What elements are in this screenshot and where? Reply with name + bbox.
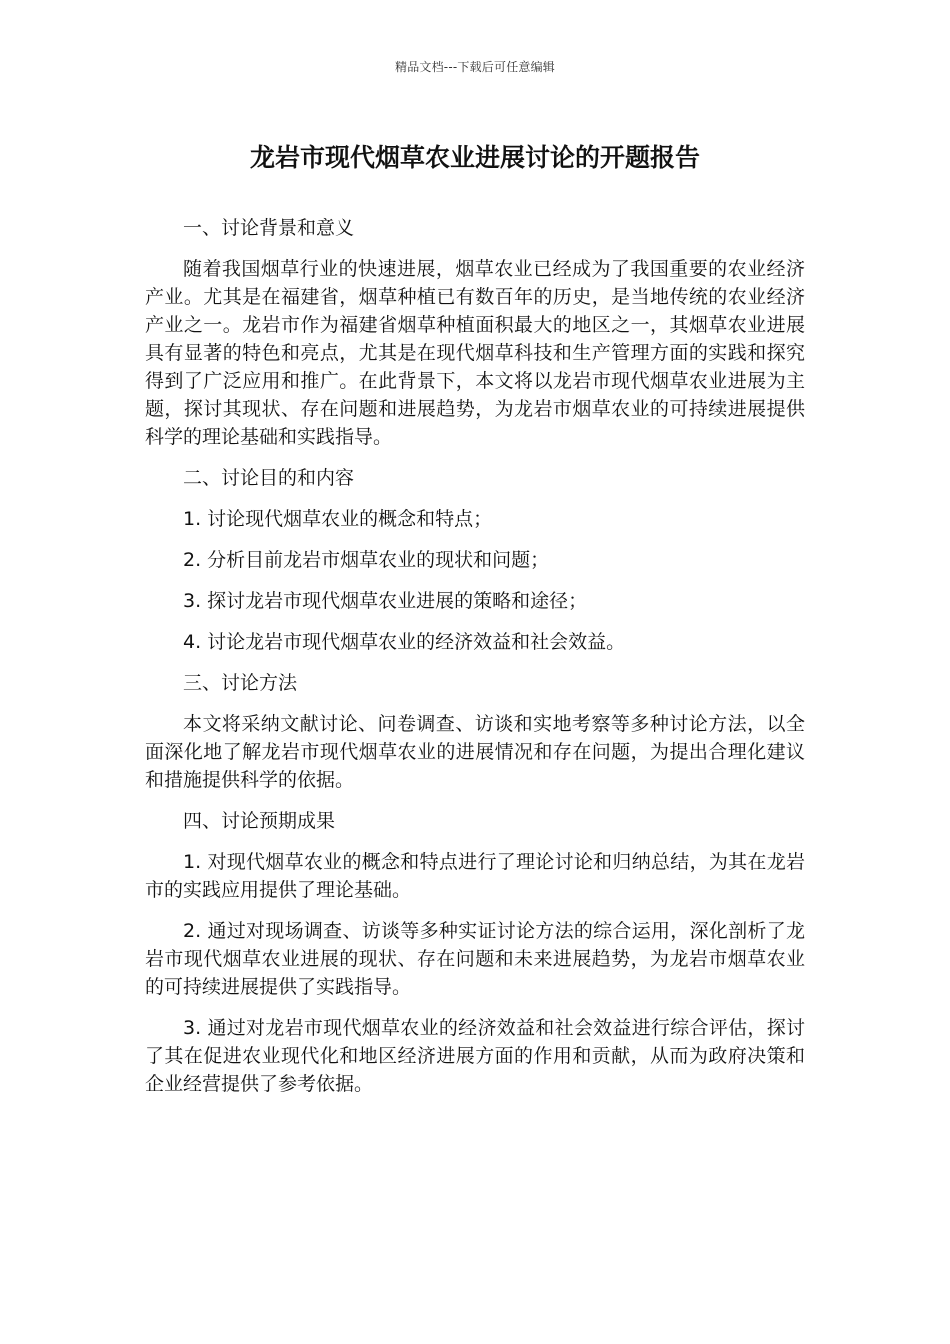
paragraph-background: 随着我国烟草行业的快速进展，烟草农业已经成为了我国重要的农业经济产业。尤其是在福建省，烟草种植已有数百年的历史，是当地传统的农业经济产业之一。龙岩市作为福建省烟草种植面积最大的地区之一，其烟草农业进展具有显著的特色和亮点，尤其是在现代烟草科技和生产管理方面的实践和探究得到了广泛应用和推广。在此背景下，本文将以龙岩市现代烟草农业进展为主题，探讨其现状、存在问题和进展趋势，为龙岩市烟草农业的可持续进展提供科学的理论基础和实践指导。 bbox=[145, 258, 805, 448]
document-title: 龙岩市现代烟草农业进展讨论的开题报告 bbox=[249, 143, 700, 172]
list-item-purpose-1: 1. 讨论现代烟草农业的概念和特点； bbox=[183, 508, 493, 530]
list-item-result-2: 2. 通过对现场调查、访谈等多种实证讨论方法的综合运用，深化剖析了龙岩市现代烟草农业进展的现状、存在问题和未来进展趋势，为龙岩市烟草农业的可持续进展提供了实践指导。 bbox=[145, 920, 805, 998]
section-heading-results: 四、讨论预期成果 bbox=[183, 810, 336, 832]
paragraph-method: 本文将采纳文献讨论、问卷调查、访谈和实地考察等多种讨论方法，以全面深化地了解龙岩市现代烟草农业的进展情况和存在问题，为提出合理化建议和措施提供科学的依据。 bbox=[145, 713, 805, 791]
list-item-result-3: 3. 通过对龙岩市现代烟草农业的经济效益和社会效益进行综合评估，探讨了其在促进农业现代化和地区经济进展方面的作用和贡献，从而为政府决策和企业经营提供了参考依据。 bbox=[145, 1017, 805, 1095]
list-item-result-1: 1. 对现代烟草农业的概念和特点进行了理论讨论和归纳总结，为其在龙岩市的实践应用提供了理论基础。 bbox=[145, 851, 805, 901]
list-item-purpose-3: 3. 探讨龙岩市现代烟草农业进展的策略和途径； bbox=[183, 590, 588, 612]
section-heading-background: 一、讨论背景和意义 bbox=[183, 217, 355, 239]
section-heading-method: 三、讨论方法 bbox=[183, 672, 298, 694]
page-header-note: 精品文档---下载后可任意编辑 bbox=[395, 60, 555, 74]
document-body bbox=[145, 214, 805, 1111]
list-item-purpose-4: 4. 讨论龙岩市现代烟草农业的经济效益和社会效益。 bbox=[183, 631, 626, 653]
section-heading-purpose: 二、讨论目的和内容 bbox=[183, 467, 355, 489]
list-item-purpose-2: 2. 分析目前龙岩市烟草农业的现状和问题； bbox=[183, 549, 550, 571]
